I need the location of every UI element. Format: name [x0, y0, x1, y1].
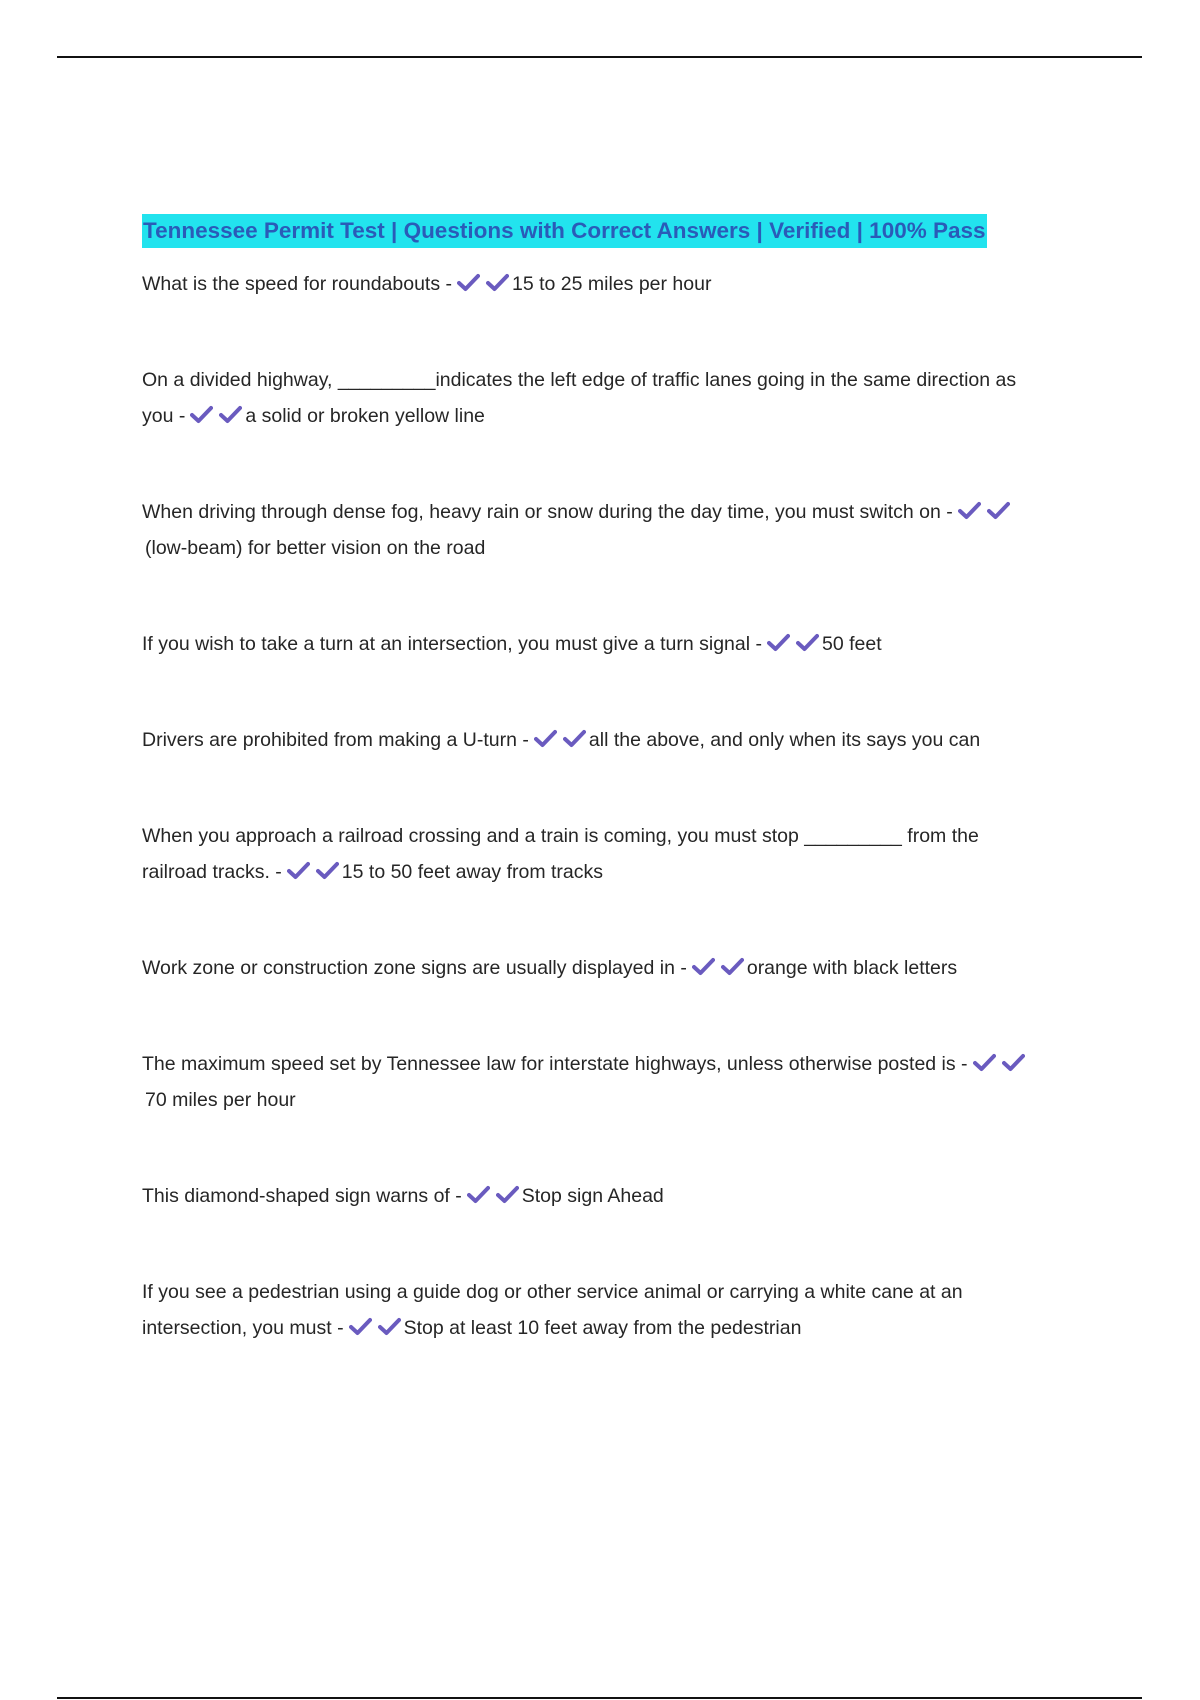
question-text: Work zone or construction zone signs are usually displayed in - [142, 957, 687, 979]
answer-text: all the above, and only when its says you can [588, 729, 981, 751]
question-text: On a divided highway, _________indicates the left edge of traffic lanes going in the same direction as you - [142, 369, 1017, 427]
checkmark-icon [190, 405, 213, 425]
answer-text: orange with black letters [746, 957, 958, 979]
question-text: When driving through dense fog, heavy rain or snow during the day time, you must switch on - [142, 501, 953, 523]
answer-text: 15 to 50 feet away from tracks [341, 861, 603, 883]
answer-text: Stop at least 10 feet away from the pedestrian [403, 1317, 802, 1339]
question-text: If you see a pedestrian using a guide dog or other service animal or carrying a white cane at an intersection, you must - [142, 1281, 963, 1339]
checkmark-icon [721, 957, 744, 977]
question-text: The maximum speed set by Tennessee law for interstate highways, unless otherwise posted is - [142, 1053, 968, 1075]
answer-text: a solid or broken yellow line [245, 405, 485, 427]
header-rule [57, 56, 1142, 58]
checkmark-icon [219, 405, 242, 425]
checkmark-icon [457, 273, 480, 293]
document-body [142, 214, 1047, 1406]
document-title: Tennessee Permit Test | Questions with Correct Answers | Verified | 100% Pass [142, 214, 987, 248]
checkmark-icon [796, 633, 819, 653]
checkmark-icon [958, 501, 981, 521]
footer-rule [57, 1697, 1142, 1699]
checkmark-icon [987, 501, 1010, 521]
checkmark-icon [534, 729, 557, 749]
qa-item [142, 950, 1047, 986]
qa-item [142, 362, 1047, 434]
qa-item [142, 1274, 1047, 1346]
answer-text: 50 feet [821, 633, 882, 655]
checkmark-icon [467, 1185, 490, 1205]
checkmark-icon [496, 1185, 519, 1205]
checkmark-icon [973, 1053, 996, 1073]
checkmark-icon [316, 861, 339, 881]
question-text: This diamond-shaped sign warns of - [142, 1185, 462, 1207]
checkmark-icon [349, 1317, 372, 1337]
checkmark-icon [767, 633, 790, 653]
qa-item [142, 1046, 1047, 1118]
qa-item [142, 818, 1047, 890]
answer-text: 70 miles per hour [145, 1089, 296, 1111]
checkmark-icon [1002, 1053, 1025, 1073]
question-text: When you approach a railroad crossing and a train is coming, you must stop _________ from the railroad tracks. - [142, 825, 979, 883]
question-text: Drivers are prohibited from making a U-turn - [142, 729, 529, 751]
checkmark-icon [378, 1317, 401, 1337]
qa-item [142, 266, 1047, 302]
question-text: If you wish to take a turn at an intersection, you must give a turn signal - [142, 633, 762, 655]
checkmark-icon [692, 957, 715, 977]
qa-item [142, 722, 1047, 758]
answer-text: 15 to 25 miles per hour [512, 273, 712, 295]
question-text: What is the speed for roundabouts - [142, 273, 453, 295]
checkmark-icon [563, 729, 586, 749]
answer-text: (low-beam) for better vision on the road [145, 537, 486, 559]
checkmark-icon [486, 273, 509, 293]
answer-text: Stop sign Ahead [521, 1185, 664, 1207]
qa-item [142, 494, 1047, 566]
qa-item [142, 1178, 1047, 1214]
qa-item [142, 626, 1047, 662]
checkmark-icon [287, 861, 310, 881]
